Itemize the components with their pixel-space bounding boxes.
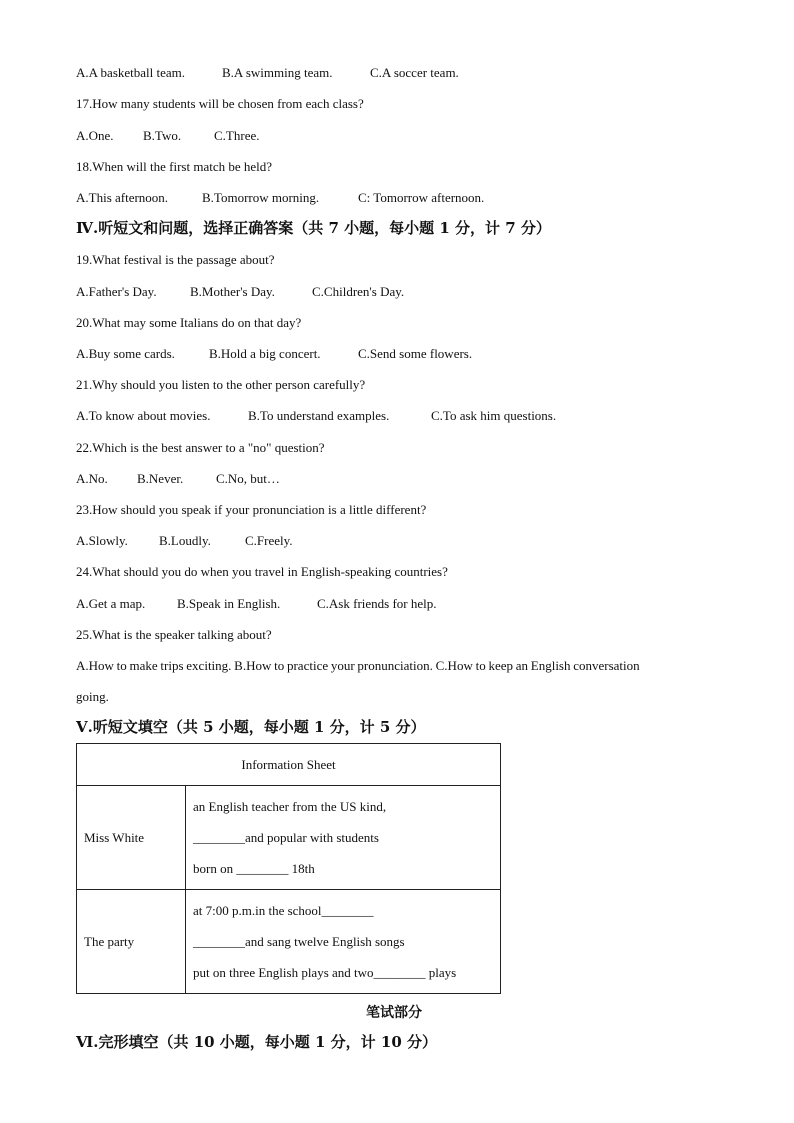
q20-options (76, 346, 472, 362)
option-a: A.A basketball team. (76, 65, 186, 80)
option-a: A.Get a map. (76, 596, 146, 611)
table-header-row (77, 744, 501, 786)
option-c: C.Children's Day. (312, 284, 405, 299)
option-b: B.Hold a big concert. (209, 346, 321, 361)
q16-options (76, 65, 459, 81)
q23-options (76, 533, 293, 549)
option-c: C.Freely. (245, 533, 293, 548)
option-c: C.Ask friends for help. (317, 596, 437, 611)
option-c: C.A soccer team. (370, 65, 459, 80)
q19-options (76, 284, 404, 300)
option-c: C.No, but… (216, 471, 280, 486)
row-label: Miss White (77, 786, 186, 890)
q22-question: 22.Which is the best answer to a "no" question? (76, 440, 325, 455)
option-b: B.Loudly. (159, 533, 211, 548)
option-a: A.Buy some cards. (76, 346, 175, 361)
option-b: B.Never. (137, 471, 184, 486)
q24-options (76, 596, 437, 612)
q23-question: 23.How should you speak if your pronunciation is a little different? (76, 502, 427, 517)
section-4-title: Ⅳ.听短文和问题，选择正确答案（共 7 小题，每小题 1 分，计 7 分） (76, 219, 551, 237)
q20-question: 20.What may some Italians do on that day? (76, 315, 302, 330)
q25-question: 25.What is the speaker talking about? (76, 627, 272, 642)
section-6-title: Ⅵ.完形填空（共 10 小题，每小题 1 分，计 10 分） (76, 1033, 437, 1051)
q17-question: 17.How many students will be chosen from each class? (76, 96, 364, 111)
option-b: B.Two. (143, 128, 182, 143)
written-part-title: 笔试部分 (366, 1005, 422, 1021)
option-a: A.This afternoon. (76, 190, 169, 205)
option-a: A.No. (76, 471, 108, 486)
row-line: ________and sang twelve English songs (193, 934, 405, 949)
row-label: The party (77, 890, 186, 994)
q24-question: 24.What should you do when you travel in English-speaking countries? (76, 564, 448, 579)
row-line: born on ________ 18th (193, 861, 315, 876)
row-content (186, 786, 501, 890)
option-c: C.To ask him questions. (431, 408, 557, 423)
row-content (186, 890, 501, 994)
option-c: C.Three. (214, 128, 260, 143)
option-c: C: Tomorrow afternoon. (358, 190, 485, 205)
table-row (77, 786, 501, 890)
option-b: B.To understand examples. (248, 408, 390, 423)
option-b: B.Speak in English. (177, 596, 281, 611)
q18-question: 18.When will the first match be held? (76, 159, 273, 174)
option-b: B.Tomorrow morning. (202, 190, 320, 205)
option-a: A.Father's Day. (76, 284, 157, 299)
option-a: A.One. (76, 128, 114, 143)
q18-options (76, 190, 484, 206)
q25-options-line2: going. (76, 689, 109, 704)
q25-options-line1: A.How to make trips exciting. B.How to practice your pronunciation. C.How to keep an English conversation (76, 658, 640, 673)
row-line: ________and popular with students (193, 830, 379, 845)
option-a: A.Slowly. (76, 533, 128, 548)
row-line: at 7:00 p.m.in the school________ (193, 903, 374, 918)
q21-options (76, 408, 556, 424)
option-c: C.Send some flowers. (358, 346, 473, 361)
row-line: an English teacher from the US kind, (193, 799, 387, 814)
row-line: put on three English plays and two________ plays (193, 965, 457, 980)
table-header: Information Sheet (77, 744, 501, 786)
q22-options (76, 471, 280, 487)
section-5-title: Ⅴ.听短文填空（共 5 小题，每小题 1 分，计 5 分） (76, 718, 426, 736)
option-b: B.Mother's Day. (190, 284, 275, 299)
option-b: B.A swimming team. (222, 65, 333, 80)
option-a: A.To know about movies. (76, 408, 211, 423)
table-row (77, 890, 501, 994)
q17-options (76, 128, 259, 144)
q21-question: 21.Why should you listen to the other person carefully? (76, 377, 366, 392)
q19-question: 19.What festival is the passage about? (76, 252, 275, 267)
information-sheet-table (76, 743, 501, 994)
